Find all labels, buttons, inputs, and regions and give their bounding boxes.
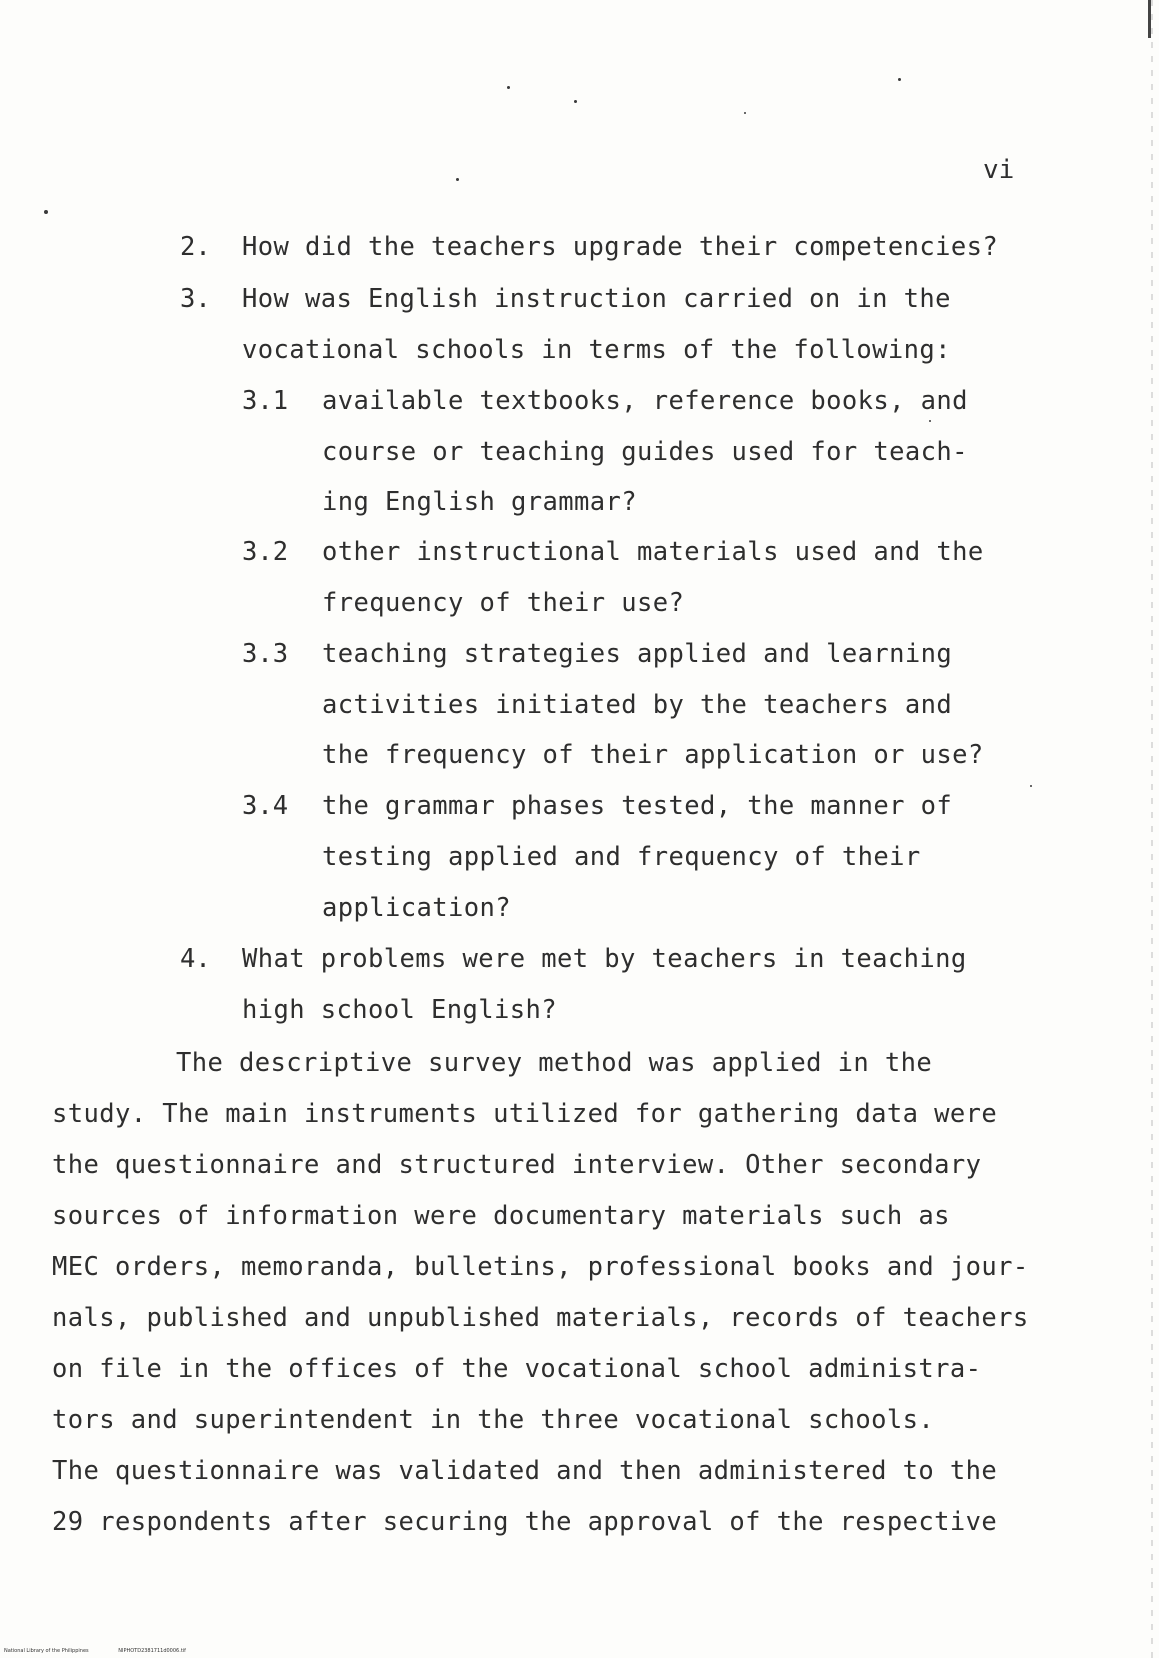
footer-file-id: NIPHOTD2381711d0006.tif [118, 1648, 186, 1654]
scan-speck [898, 78, 901, 81]
paragraph-line: tors and superintendent in the three vocational schools. [52, 1405, 935, 1435]
paragraph-line: The descriptive survey method was applied in the [176, 1048, 933, 1078]
scan-speck [456, 178, 459, 181]
question-text: vocational schools in terms of the following: [242, 335, 951, 365]
page-number: vi [983, 155, 1015, 185]
scan-speck [929, 420, 931, 422]
scan-speck [574, 100, 577, 103]
sub-item-text: course or teaching guides used for teach- [322, 437, 968, 467]
paragraph-line: The questionnaire was validated and then administered to the [52, 1456, 998, 1486]
question-text: What problems were met by teachers in teaching [242, 944, 967, 974]
question-number: 3. [180, 284, 211, 314]
sub-item-text: testing applied and frequency of their [322, 842, 921, 872]
sub-item-number: 3.3 [242, 639, 289, 669]
sub-item-text: available textbooks, reference books, and [322, 386, 968, 416]
question-text: high school English? [242, 995, 558, 1025]
sub-item-text: other instructional materials used and the [322, 537, 984, 567]
question-text: How did the teachers upgrade their competencies? [242, 232, 999, 262]
scan-edge-border [1151, 0, 1153, 1658]
sub-item-text: teaching strategies applied and learning [322, 639, 953, 669]
footer-library: National Library of the Philippines [4, 1648, 89, 1654]
sub-item-text: the grammar phases tested, the manner of [322, 791, 953, 821]
question-number: 4. [180, 944, 211, 974]
paragraph-line: sources of information were documentary materials such as [52, 1201, 950, 1231]
sub-item-text: activities initiated by the teachers and [322, 690, 953, 720]
paragraph-line: the questionnaire and structured interview. Other secondary [52, 1150, 982, 1180]
sub-item-text: the frequency of their application or use? [322, 740, 984, 770]
sub-item-number: 3.1 [242, 386, 289, 416]
sub-item-text: frequency of their use? [322, 588, 685, 618]
paragraph-line: nals, published and unpublished materials, records of teachers [52, 1303, 1029, 1333]
paragraph-line: MEC orders, memoranda, bulletins, professional books and jour- [52, 1252, 1029, 1282]
sub-item-text: application? [322, 893, 512, 923]
question-number: 2. [180, 232, 211, 262]
paragraph-line: 29 respondents after securing the approval of the respective [52, 1507, 998, 1537]
sub-item-number: 3.4 [242, 791, 289, 821]
sub-item-number: 3.2 [242, 537, 289, 567]
paragraph-line: study. The main instruments utilized for gathering data were [52, 1099, 998, 1129]
scan-speck [507, 86, 510, 89]
scan-speck [744, 112, 746, 114]
sub-item-text: ing English grammar? [322, 487, 638, 517]
scan-speck [1030, 785, 1032, 787]
scan-footer [4, 1648, 214, 1655]
scan-speck [44, 210, 48, 214]
paragraph-line: on file in the offices of the vocational school administra- [52, 1354, 982, 1384]
question-text: How was English instruction carried on in the [242, 284, 951, 314]
